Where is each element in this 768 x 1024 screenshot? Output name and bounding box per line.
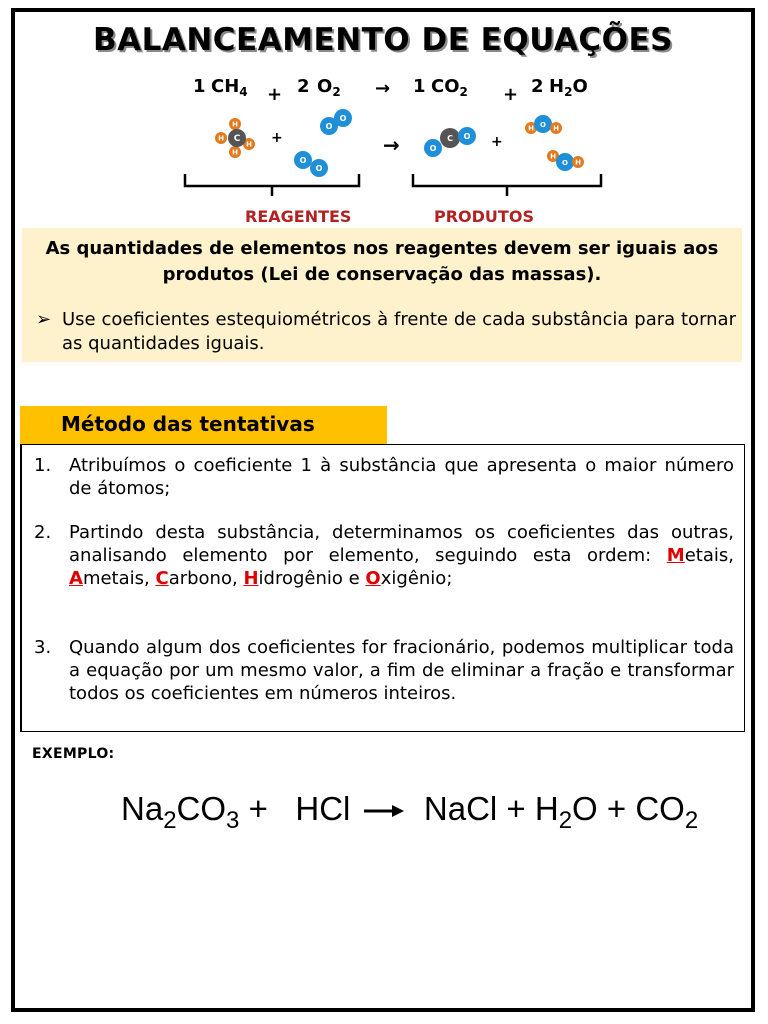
oxygen-molecule-icon	[294, 109, 352, 177]
svg-text:O: O	[325, 122, 333, 131]
svg-text:→: →	[383, 133, 400, 157]
method-heading	[20, 406, 387, 444]
reaction-diagram	[165, 66, 625, 236]
products-bracket	[413, 174, 601, 196]
step-item	[34, 636, 734, 705]
example-label: EXEMPLO:	[32, 746, 115, 762]
coefficient-tip-text: Use coeficientes estequiométricos à frente de cada substância para tornar as quantidades iguais.	[62, 309, 736, 354]
coef-o2: 2	[297, 76, 310, 97]
step-text: Quando algum dos coeficientes for fracionário, podemos multiplicar toda a equação por um mesmo valor, a fim de eliminar a fração e transformar todos os coeficientes em números inteiros.	[69, 637, 734, 704]
svg-text:H: H	[553, 124, 559, 133]
svg-text:+: +	[491, 134, 503, 150]
order-initial-ametais: A	[69, 568, 83, 589]
example-equation: $Na_2CO_3$ + HCl NaCl + $H_2O + CO_2$	[121, 790, 699, 834]
svg-text:O: O	[540, 121, 546, 129]
conservation-law-text: As quantidades de elementos nos reagentes devem ser iguais aos produtos (Lei de conservação das massas).	[45, 238, 719, 285]
step-item	[34, 521, 734, 590]
step-text: Partindo desta substância, determinamos os coeficientes das outras, analisando elemento por elemento, seguindo esta ordem: Metais, Ametais, Carbono, Hidrogênio e Oxigênio;	[69, 522, 734, 589]
reaction-arrow-icon	[360, 796, 406, 826]
coef-h2o: 2	[531, 76, 544, 97]
svg-text:O: O	[315, 164, 323, 173]
formula-o2: $O_2$	[317, 76, 341, 99]
svg-text:H: H	[246, 140, 252, 149]
svg-text:O: O	[429, 144, 437, 153]
order-initial-hidrogenio: H	[243, 568, 259, 589]
svg-text:O: O	[463, 132, 471, 141]
svg-text:H: H	[218, 134, 224, 143]
formula-co2: $CO_2$	[431, 76, 468, 99]
coefficient-tip	[36, 308, 736, 356]
reagents-label: REAGENTES	[245, 207, 352, 226]
step-text: Atribuímos o coeficiente 1 à substância que apresenta o maior número de átomos;	[69, 455, 734, 499]
svg-text:H: H	[550, 152, 556, 161]
conservation-law-box	[22, 228, 742, 362]
svg-text:H: H	[232, 148, 238, 157]
svg-text:H: H	[232, 120, 238, 129]
formula-ch4: $CH_4$	[211, 76, 248, 99]
method-steps	[20, 444, 745, 732]
bullet-arrow-icon: ➢	[36, 309, 52, 330]
reagents-bracket	[185, 174, 359, 196]
water-molecule-icon	[525, 115, 584, 171]
order-initial-carbono: C	[155, 568, 169, 589]
svg-text:O: O	[562, 159, 568, 167]
svg-text:C: C	[233, 134, 241, 144]
methane-molecule-icon	[215, 118, 255, 158]
page-frame	[11, 8, 755, 1012]
step-number: 1.	[34, 455, 52, 476]
carbon-dioxide-molecule-icon	[424, 127, 476, 157]
page-title: BALANCEAMENTO DE EQUAÇÕES	[92, 22, 674, 58]
plus-sign: +	[503, 84, 519, 105]
reaction-arrow: →	[375, 78, 391, 99]
step-number: 3.	[34, 637, 52, 658]
svg-text:C: C	[447, 134, 453, 143]
step-number: 2.	[34, 522, 52, 543]
formula-h2o: $H_2O$	[549, 76, 588, 99]
svg-text:O: O	[299, 156, 307, 165]
svg-text:+: +	[271, 130, 283, 146]
order-initial-oxigenio: O	[365, 568, 381, 589]
svg-text:H: H	[575, 158, 581, 167]
svg-text:H: H	[528, 124, 534, 133]
plus-sign: +	[267, 84, 283, 105]
svg-text:O: O	[339, 114, 347, 123]
coef-ch4: 1	[193, 76, 206, 97]
order-initial-metais: M	[666, 545, 685, 566]
step-item	[34, 454, 734, 500]
method-title: Método das tentativas	[61, 412, 315, 436]
coef-co2: 1	[413, 76, 426, 97]
products-label: PRODUTOS	[434, 207, 534, 226]
